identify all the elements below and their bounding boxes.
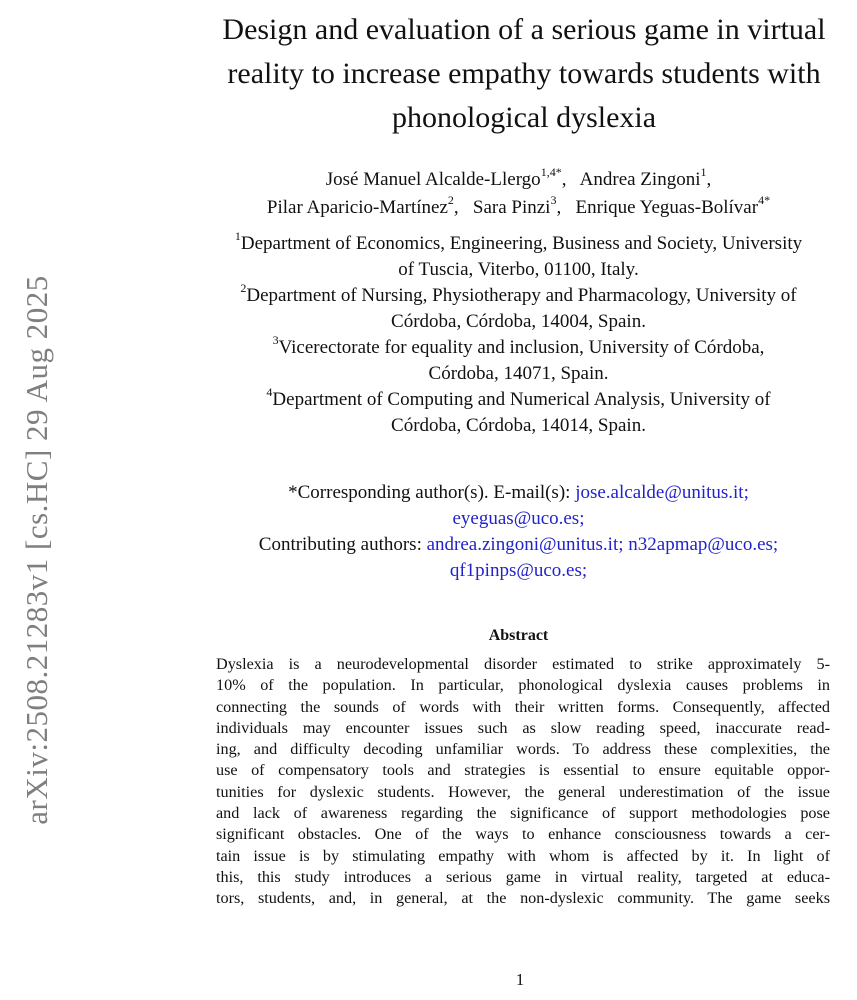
email-link[interactable]: andrea.zingoni@unitus.it; — [426, 534, 624, 555]
affiliation-text: Vicerectorate for equality and inclusion, University of Córdoba, — [278, 337, 765, 358]
abstract-line: tunities for dyslexic students. However, the general underestimation of the issue — [216, 782, 830, 801]
contributing-line-2 — [180, 558, 857, 584]
author-line-1 — [180, 166, 857, 194]
title-line: phonological dyslexia — [391, 101, 657, 134]
abstract-line: Dyslexia is a neurodevelopmental disorder estimated to strike approximately 5- — [216, 655, 830, 673]
corresponding-label: *Corresponding author(s). E-mail(s): — [288, 482, 571, 503]
paper-title — [190, 8, 857, 140]
author-list — [180, 166, 857, 222]
abstract-body — [216, 654, 830, 910]
arxiv-sidebar — [0, 210, 70, 890]
author-name: Andrea Zingoni — [579, 169, 701, 190]
affiliation-number: 3 — [272, 332, 279, 347]
corresponding-line-2 — [180, 506, 857, 532]
affiliation-number: 2 — [240, 280, 247, 295]
author-separator: , — [556, 197, 571, 218]
contact-info — [180, 480, 857, 584]
abstract-line: and lack of awareness regarding the significance of support methodologies pose — [216, 804, 830, 823]
affiliation-item — [180, 228, 857, 283]
abstract-line: tors, students, and, in general, at the non-dyslexic community. The game seeks — [216, 889, 830, 908]
affiliation-number: 1 — [234, 228, 241, 243]
abstract-line: ing, and difficulty decoding unfamiliar words. To address these complexities, the — [216, 740, 830, 759]
page-number: 1 — [515, 970, 525, 989]
author-separator: , — [453, 197, 469, 218]
author-separator: , — [561, 169, 576, 190]
affiliation-text: of Tuscia, Viterbo, 01100, Italy. — [398, 259, 639, 280]
author-name: Pilar Aparicio-Martínez — [266, 197, 448, 218]
abstract-heading: Abstract — [488, 627, 549, 644]
contributing-line — [180, 532, 857, 558]
abstract-line: connecting the sounds of words with their written forms. Consequently, affected — [216, 697, 830, 716]
affiliation-list — [180, 228, 857, 439]
arxiv-identifier: arXiv:2508.21283v1 [cs.HC] 29 Aug 2025 — [19, 275, 54, 825]
email-link[interactable]: jose.alcalde@unitus.it; — [575, 482, 749, 503]
affiliation-number: 4 — [266, 384, 273, 399]
affiliation-item — [180, 384, 857, 439]
abstract-line: tain issue is by stimulating empathy with whom is affected by it. In light of — [216, 846, 830, 865]
affiliation-item — [180, 332, 857, 387]
affiliation-text: Córdoba, 14071, Spain. — [428, 363, 609, 384]
author-separator: , — [706, 169, 712, 190]
abstract-line: significant obstacles. One of the ways to enhance consciousness towards a cer- — [216, 825, 830, 844]
email-link[interactable]: n32apmap@uco.es; — [628, 534, 779, 555]
abstract-line: use of compensatory tools and strategies is essential to ensure equitable oppor- — [216, 761, 830, 780]
affiliation-text: Department of Computing and Numerical Analysis, University of — [272, 389, 771, 410]
author-superscript: 3 — [550, 192, 557, 207]
author-superscript: 2 — [447, 192, 454, 207]
email-link[interactable]: qf1pinps@uco.es; — [449, 560, 588, 581]
abstract-line: individuals may encounter issues such as slow reading speed, inaccurate read- — [216, 718, 830, 737]
author-superscript: 4* — [758, 192, 771, 207]
affiliation-text: Department of Nursing, Physiotherapy and Pharmacology, University of — [246, 285, 797, 306]
affiliation-text: Córdoba, Córdoba, 14004, Spain. — [391, 311, 646, 332]
author-line-2 — [180, 194, 857, 222]
affiliation-item — [180, 280, 857, 335]
author-superscript: 1,4* — [540, 164, 562, 179]
corresponding-line — [180, 480, 857, 506]
affiliation-text: Córdoba, Córdoba, 14014, Spain. — [391, 415, 646, 436]
author-superscript: 1 — [700, 164, 707, 179]
author-name: José Manuel Alcalde-Llergo — [325, 169, 541, 190]
affiliation-text: Department of Economics, Engineering, Business and Society, University — [240, 233, 803, 254]
email-link[interactable]: eyeguas@uco.es; — [452, 508, 585, 529]
abstract-line: 10% of the population. In particular, phonological dyslexia causes problems in — [216, 676, 830, 695]
author-name: Sara Pinzi — [472, 197, 551, 218]
author-name: Enrique Yeguas-Bolívar — [575, 197, 759, 218]
title-line: Design and evaluation of a serious game in virtual — [222, 13, 826, 46]
title-line: reality to increase empathy towards students with — [227, 57, 821, 90]
abstract-line: this, this study introduces a serious game in virtual reality, targeted at educa- — [216, 867, 830, 886]
contributing-label: Contributing authors: — [258, 534, 422, 555]
